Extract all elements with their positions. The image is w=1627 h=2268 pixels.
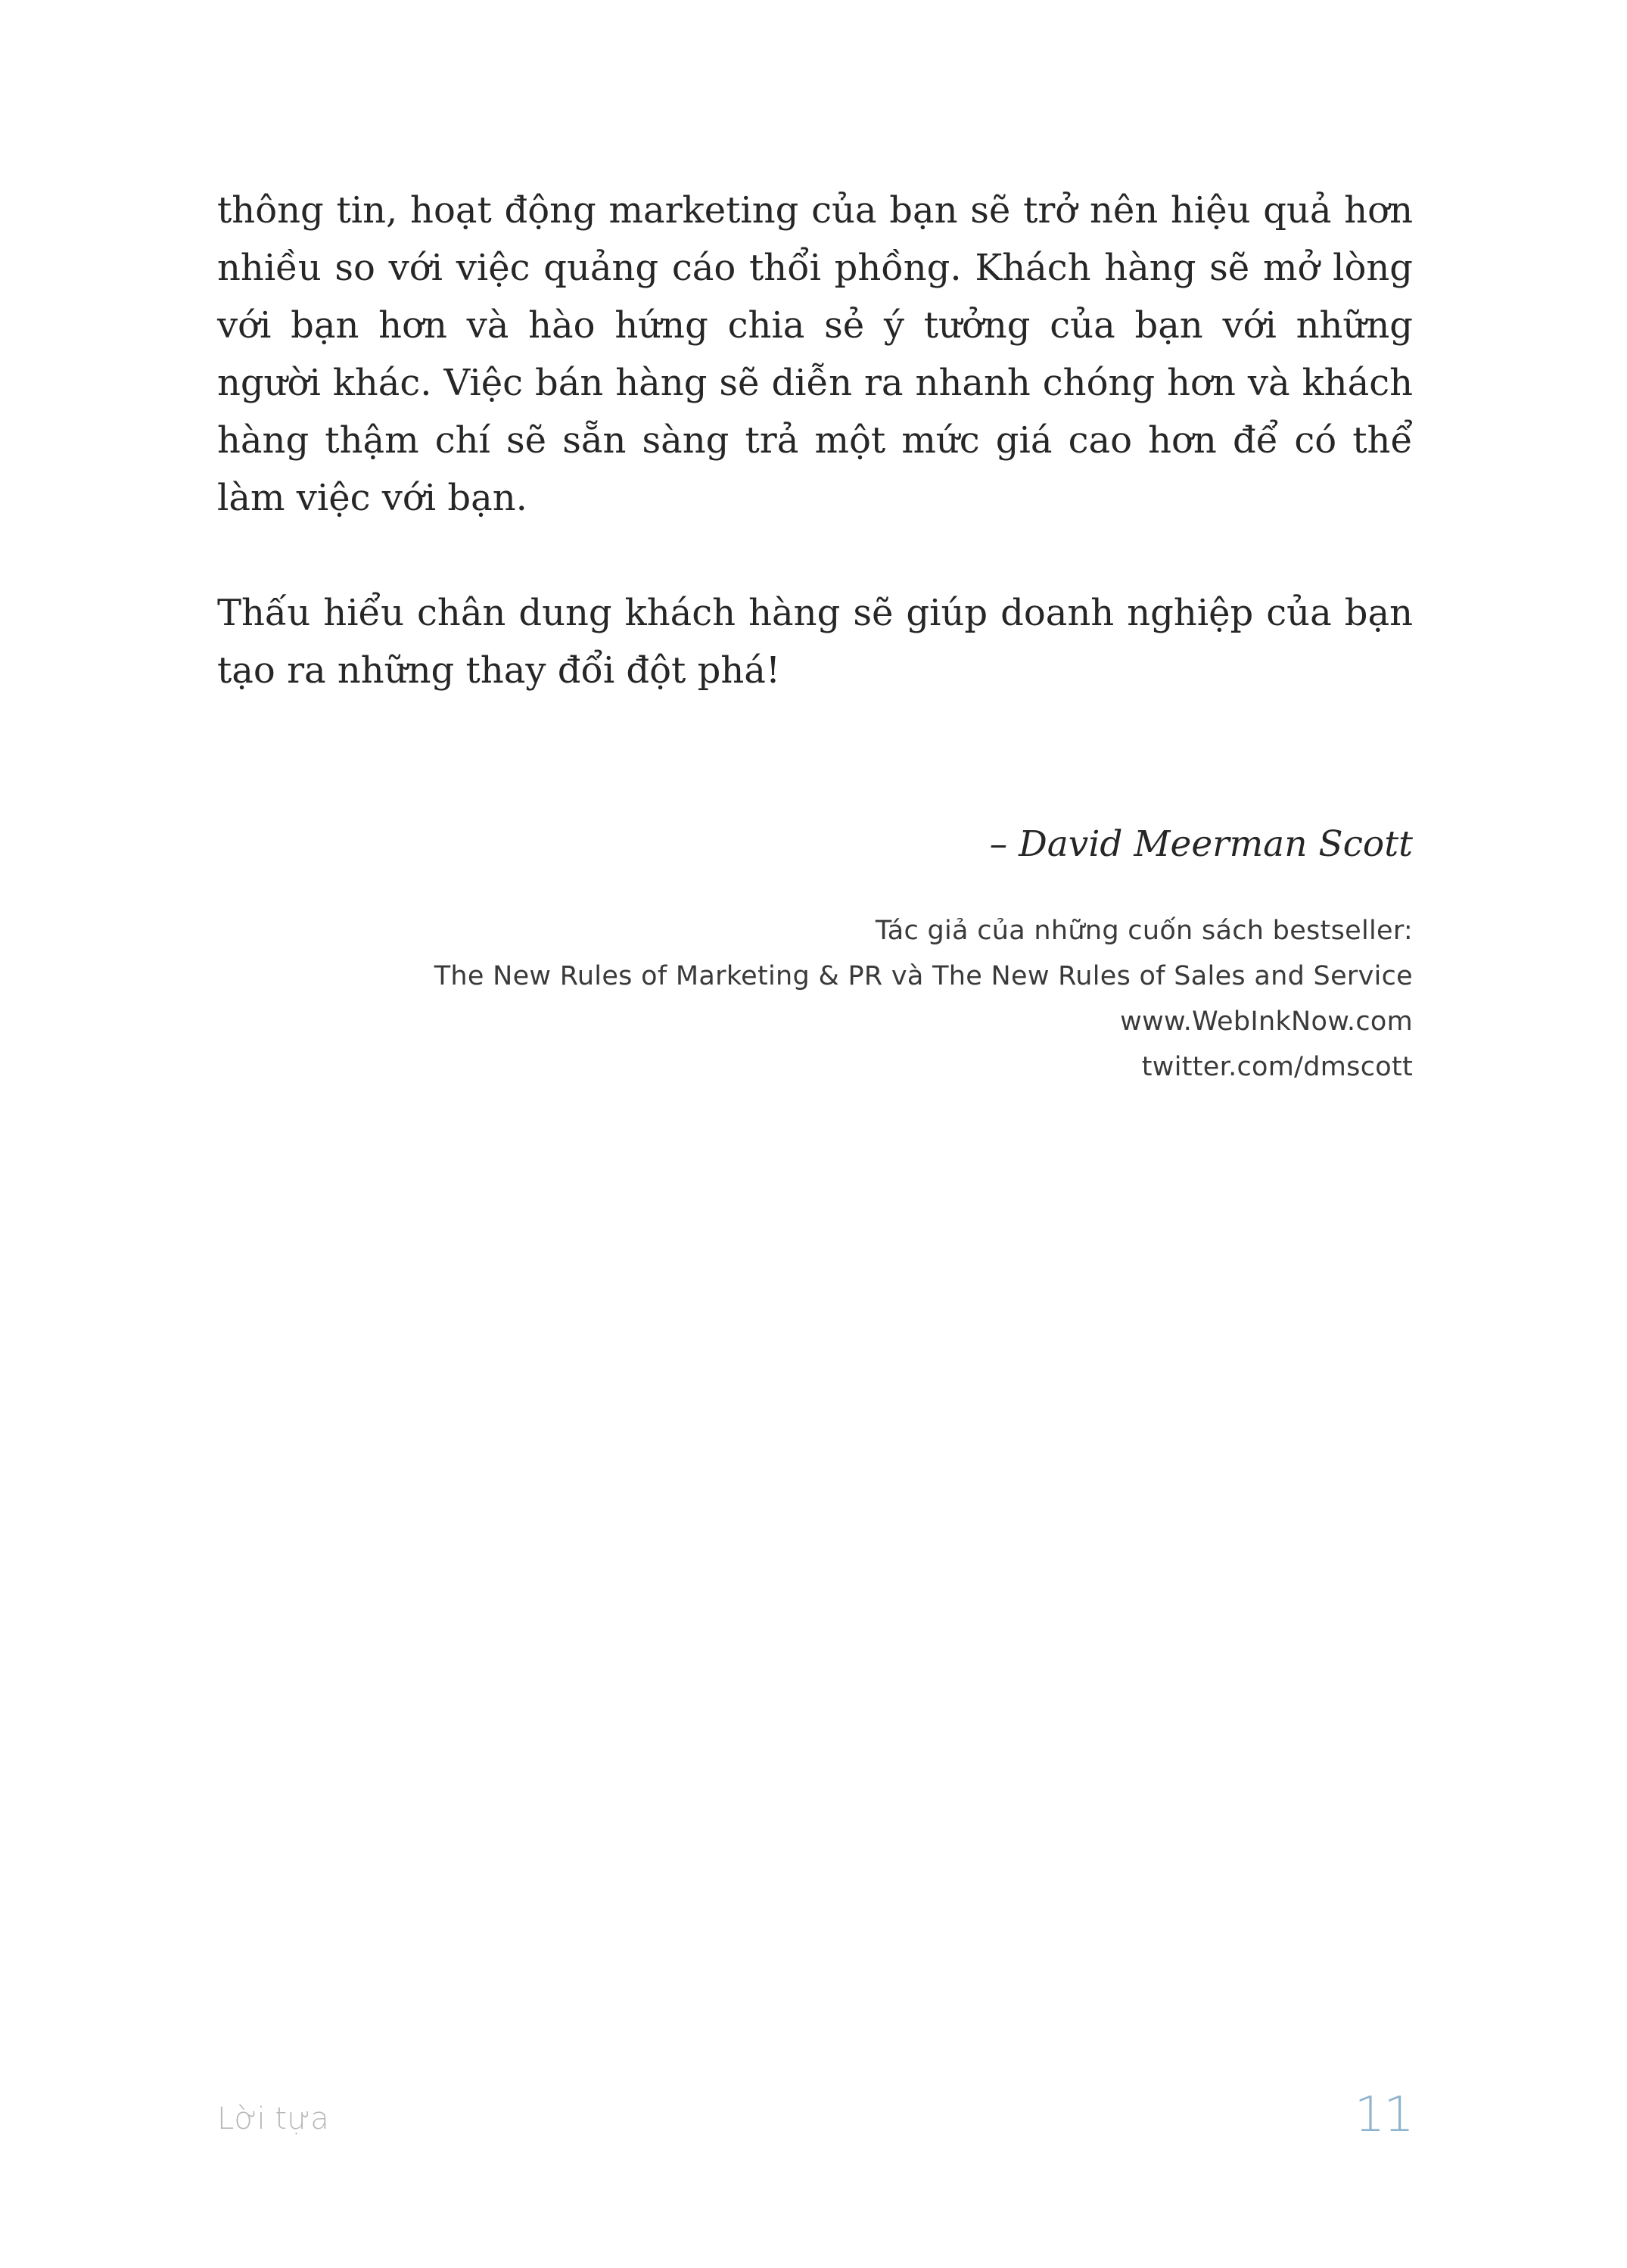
page-number: 11 xyxy=(1354,2087,1413,2143)
author-twitter: twitter.com/dmscott xyxy=(1141,1052,1413,1082)
author-website: www.WebInkNow.com xyxy=(1120,1006,1413,1037)
author-info-line-2: The New Rules of Marketing & PR và The New Rules of Sales and Service xyxy=(434,961,1413,991)
author-info-line-1: Tác giả của những cuốn sách bestseller: xyxy=(875,916,1413,946)
signature-author-name: – David Meerman Scott xyxy=(989,823,1413,865)
body-paragraph-2: Thấu hiểu chân dung khách hàng sẽ giúp doanh nghiệp của bạn tạo ra những thay đổi đột phá! xyxy=(217,592,1413,692)
footer-section-label: Lời tựa xyxy=(217,2102,329,2136)
author-info-block xyxy=(434,908,1413,1090)
body-paragraph-1: thông tin, hoạt động marketing của bạn sẽ trở nên hiệu quả hơn nhiều so với việc quảng cáo thổi phồng. Khách hàng sẽ mở lòng với bạn hơn và hào hứng chia sẻ ý tưởng của bạn với những người khác. Việc bán hàng sẽ diễn ra nhanh chóng hơn và khách hàng thậm chí sẽ sẵn sàng trả một mức giá cao hơn để có thể làm việc với bạn. xyxy=(217,189,1413,519)
main-content xyxy=(217,182,1413,699)
